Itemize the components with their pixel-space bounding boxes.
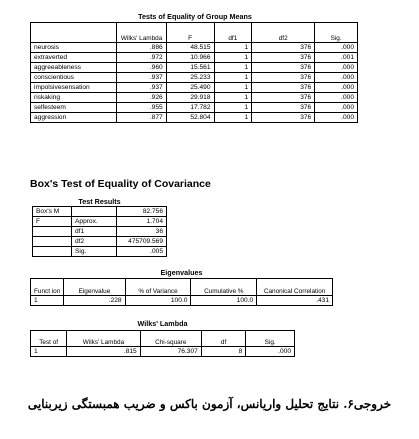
table-cell: .815 <box>67 347 141 357</box>
table-cell: .001 <box>315 53 358 63</box>
table-cell: 376 <box>252 63 315 73</box>
table-cell: .000 <box>315 103 358 113</box>
table-row <box>31 73 358 83</box>
table-row <box>33 207 167 217</box>
table-cell: 376 <box>252 93 315 103</box>
group-means-table <box>30 22 358 123</box>
table-cell: .937 <box>117 73 166 83</box>
table-cell: .431 <box>257 296 333 306</box>
eigenvalues-caption: Eigenvalues <box>160 268 203 277</box>
table-row <box>31 103 358 113</box>
table-row <box>31 93 358 103</box>
header-cell: Test of <box>31 331 67 347</box>
table-cell: 8 <box>201 347 246 357</box>
table-cell: 10.966 <box>166 53 214 63</box>
wilks-caption: Wilks' Lambda <box>137 319 188 328</box>
table-cell: 1.704 <box>117 217 167 227</box>
table-cell: .000 <box>315 83 358 93</box>
table-cell: .000 <box>315 73 358 83</box>
row-label: Sig. <box>72 247 117 257</box>
row-label: neurosis <box>31 43 117 53</box>
header-cell: df <box>201 331 246 347</box>
table-cell: 100.0 <box>125 296 191 306</box>
table-cell: .877 <box>117 113 166 123</box>
table-cell: .886 <box>117 43 166 53</box>
table-cell: .000 <box>315 93 358 103</box>
figure-caption: خروجی۶. نتایج تحلیل واریانس، آزمون باکس و ضریب همبستگی زیربنایی <box>27 397 392 411</box>
row-label: aggreeableness <box>31 63 117 73</box>
table-cell: 15.561 <box>166 63 214 73</box>
table-cell: 82.756 <box>117 207 167 217</box>
table-cell: 29.918 <box>166 93 214 103</box>
wilks-table <box>30 330 295 357</box>
header-cell: df1 <box>214 23 252 43</box>
table-row <box>31 53 358 63</box>
table-cell: 36 <box>117 227 167 237</box>
table-cell: 1 <box>214 93 252 103</box>
row-label: df1 <box>72 227 117 237</box>
table-cell: 475709.569 <box>117 237 167 247</box>
header-cell: Eigenvalue <box>64 279 125 296</box>
table-cell: .000 <box>315 63 358 73</box>
table-cell: 48.515 <box>166 43 214 53</box>
group-means-caption: Tests of Equality of Group Means <box>138 12 252 21</box>
row-label: F <box>33 217 72 227</box>
table-row <box>33 227 167 237</box>
row-label: Approx. <box>72 217 117 227</box>
table-cell: 1 <box>214 53 252 63</box>
row-label: extraverted <box>31 53 117 63</box>
table-row <box>33 247 167 257</box>
table-cell: 1 <box>214 73 252 83</box>
table-cell: 1 <box>214 103 252 113</box>
table-row <box>31 43 358 53</box>
row-label: Box's M <box>33 207 72 217</box>
table-cell: 376 <box>252 43 315 53</box>
table-cell: .972 <box>117 53 166 63</box>
row-label <box>72 207 117 217</box>
table-cell: 76.307 <box>140 347 201 357</box>
header-cell: Funct ion <box>31 279 64 296</box>
table-row <box>31 63 358 73</box>
row-label: conscientious <box>31 73 117 83</box>
header-cell: Canonical Correlation <box>257 279 333 296</box>
table-cell: 376 <box>252 103 315 113</box>
table-row <box>33 217 167 227</box>
header-cell: df2 <box>252 23 315 43</box>
table-cell: 52.804 <box>166 113 214 123</box>
row-label: selfesteem <box>31 103 117 113</box>
row-label: impolsivesensation <box>31 83 117 93</box>
table-cell: 376 <box>252 83 315 93</box>
table-row <box>31 113 358 123</box>
table-cell: 1 <box>214 43 252 53</box>
header-cell: Sig. <box>246 331 295 347</box>
table-cell: .228 <box>64 296 125 306</box>
test-results-table <box>32 206 167 257</box>
test-results-caption: Test Results <box>78 197 121 206</box>
table-cell: .005 <box>117 247 167 257</box>
eigenvalues-table <box>30 278 333 306</box>
header-cell: Sig. <box>315 23 358 43</box>
table-cell: 376 <box>252 53 315 63</box>
table-cell: 1 <box>214 113 252 123</box>
header-cell: Cumulative % <box>191 279 257 296</box>
table-cell: 17.782 <box>166 103 214 113</box>
header-cell <box>31 23 117 43</box>
header-cell: Wilks' Lambda <box>67 331 141 347</box>
table-cell: .000 <box>315 113 358 123</box>
table-cell: 1 <box>31 296 64 306</box>
table-cell: .937 <box>117 83 166 93</box>
table-row <box>33 237 167 247</box>
table-cell: 25.490 <box>166 83 214 93</box>
table-row <box>31 83 358 93</box>
table-cell: .955 <box>117 103 166 113</box>
row-label: df2 <box>72 237 117 247</box>
table-cell: 1 <box>214 63 252 73</box>
table-cell: 1 <box>214 83 252 93</box>
box-test-heading: Box's Test of Equality of Covariance <box>30 178 211 190</box>
row-label <box>33 247 72 257</box>
row-label <box>33 237 72 247</box>
table-cell: 376 <box>252 113 315 123</box>
table-cell: 100.0 <box>191 296 257 306</box>
header-cell: Wilks' Lambda <box>117 23 166 43</box>
row-label <box>33 227 72 237</box>
table-cell: .000 <box>315 43 358 53</box>
table-cell: .960 <box>117 63 166 73</box>
header-cell: F <box>166 23 214 43</box>
table-cell: 25.233 <box>166 73 214 83</box>
header-cell: % of Variance <box>125 279 191 296</box>
row-label: aggression <box>31 113 117 123</box>
table-cell: 1 <box>31 347 67 357</box>
table-cell: .926 <box>117 93 166 103</box>
table-cell: 376 <box>252 73 315 83</box>
header-cell: Chi-square <box>140 331 201 347</box>
row-label: riskaking <box>31 93 117 103</box>
table-cell: .000 <box>246 347 295 357</box>
